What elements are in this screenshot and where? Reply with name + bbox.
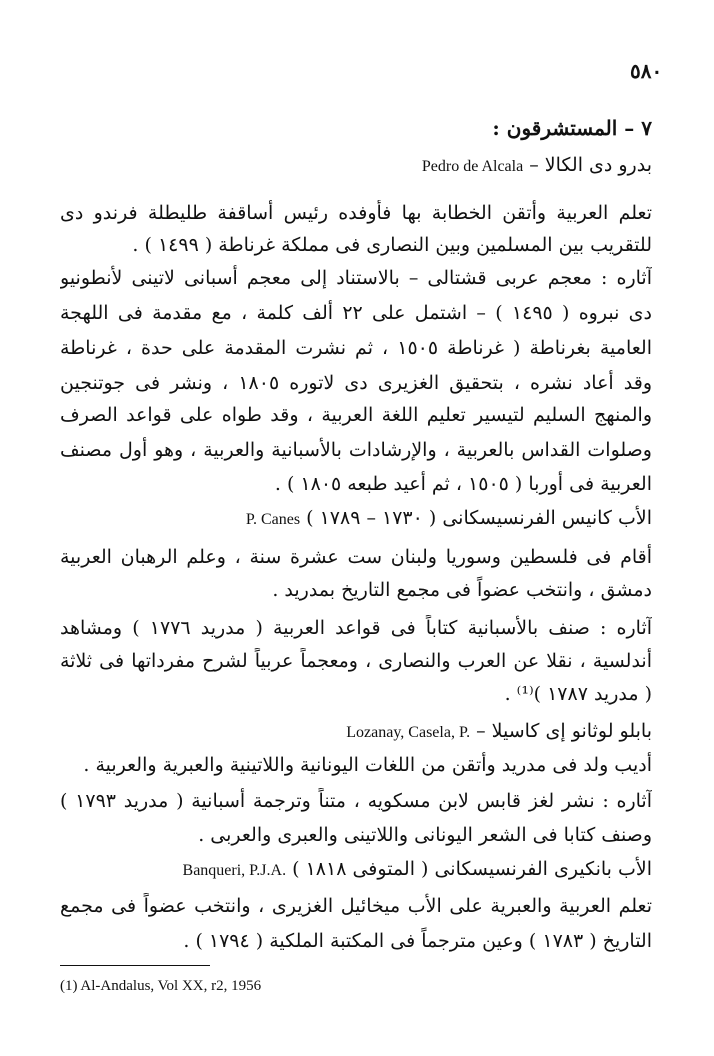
text-line: للتقريب بين المسلمين وبين النصارى فى مملكة غرناطة ( ١٤٩٩ ) . xyxy=(132,234,652,256)
footnote-divider xyxy=(60,965,210,966)
text-line: آثاره : نشر لغز قابس لابن مسكويه ، متناً وترجمة أسبانية ( مدريد ١٧٩٣ ) xyxy=(60,790,652,812)
text-line: التاريخ ( ١٧٨٣ ) وعين مترجماً فى المكتبة الملكية ( ١٧٩٤ ) . xyxy=(183,930,652,952)
entry-name-latin: Lozanay, Casela, P. xyxy=(346,724,471,741)
entry-name-banqueri xyxy=(183,856,652,884)
text-line: العامية بغرناطة ( غرناطة ١٥٠٥ ، ثم نشرت المقدمة على حدة ، غرناطة xyxy=(60,337,652,359)
text-line: وصلوات القداس بالعربية ، والإرشادات بالأسبانية والعربية ، وهو أول مصنف xyxy=(60,439,652,461)
entry-name-arabic: الأب بانكيرى الفرنسيسكانى ( المتوفى ١٨١٨ ) xyxy=(292,858,652,880)
entry-name-arabic: الأب كانيس الفرنسيسكانى ( ١٧٣٠ – ١٧٨٩ ) xyxy=(306,507,652,529)
text-line: ( مدريد ١٧٨٧ )⁽¹⁾ . xyxy=(504,683,652,705)
page-number: ٥٨٠ xyxy=(630,59,663,83)
entry-name-arabic: بابلو لوثانو إى كاسيلا – xyxy=(476,720,652,742)
entry-name-latin: Pedro de Alcala xyxy=(421,158,524,175)
footnote: (1) Al-Andalus, Vol XX, r2, 1956 xyxy=(60,978,262,994)
text-line: والمنهج السليم لتيسير تعليم اللغة العربية ، وقد طواه على قواعد الصرف xyxy=(60,404,652,426)
text-line: دى نبروه ( ١٤٩٥ ) – اشتمل على ٢٢ ألف كلمة ، مع مقدمة فى اللهجة xyxy=(60,302,652,324)
text-line: تعلم العربية وأتقن الخطابة بها فأوفده رئيس أساقفة طليطلة فرندو دى xyxy=(60,202,652,224)
entry-name-lozanay xyxy=(346,718,652,746)
text-line: أندلسية ، نقلا عن العرب والنصارى ، ومعجماً عربياً لشرح مفرداتها فى ثلاثة xyxy=(60,650,652,672)
text-line: آثاره : معجم عربى قشتالى – بالاستناد إلى معجم أسبانى لاتينى لأنطونيو xyxy=(60,267,652,289)
text-line: وصنف كتابا فى الشعر اليونانى واللاتينى والعبرى والعربى . xyxy=(198,824,652,846)
text-line: آثاره : صنف بالأسبانية كتاباً فى قواعد العربية ( مدريد ١٧٧٦ ) ومشاهد xyxy=(60,617,652,639)
text-line: تعلم العربية والعبرية على الأب ميخائيل الغزيرى ، وانتخب عضواً فى مجمع xyxy=(60,895,652,917)
text-line: وقد أعاد نشره ، بتحقيق الغزيرى دى لاتوره ١٨٠٥ ، ونشر فى جوتنجين xyxy=(60,372,652,394)
text-line: العربية فى أوربا ( ١٥٠٥ ، ثم أعيد طبعه ١٨٠٥ ) . xyxy=(274,473,652,495)
text-line: أديب ولد فى مدريد وأتقن من اللغات اليونانية واللاتينية والعبرية والعربية . xyxy=(83,754,652,776)
entry-name-latin: Banqueri, P.J.A. xyxy=(182,862,287,879)
text-line: أقام فى فلسطين وسوريا ولبنان ست عشرة سنة ، وعلم الرهبان العربية xyxy=(60,546,652,568)
entry-name-latin: P. Canes xyxy=(245,511,301,528)
text-line: دمشق ، وانتخب عضواً فى مجمع التاريخ بمدريد . xyxy=(272,579,652,601)
section-heading: ٧ – المستشرقون : xyxy=(492,116,652,140)
entry-name-arabic: بدرو دى الكالا – xyxy=(529,154,652,176)
entry-name-p-canes xyxy=(246,505,652,533)
entry-name-pedro-de-alcala xyxy=(422,152,652,180)
